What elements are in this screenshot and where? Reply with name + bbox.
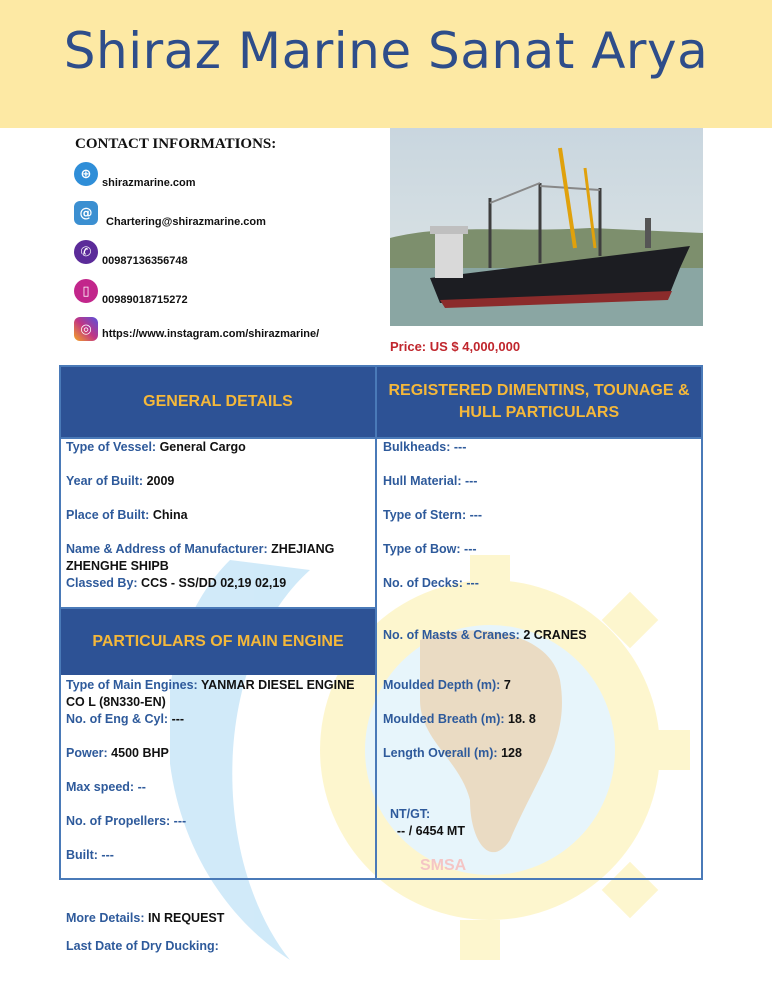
instagram-icon: ◎ — [74, 317, 98, 341]
label: No. of Masts & Cranes: — [383, 628, 520, 642]
label: No. of Propellers: — [66, 814, 171, 828]
contact-email[interactable] — [74, 201, 266, 228]
label: Classed By: — [66, 576, 138, 590]
contact-heading: CONTACT INFORMATIONS: — [75, 136, 277, 152]
label: Built: — [66, 848, 98, 862]
contact-phone-text[interactable]: 00987136356748 — [102, 255, 188, 267]
at-icon: @ — [74, 201, 98, 225]
dry-docking-row — [66, 939, 219, 953]
label: Type of Main Engines: — [66, 678, 198, 692]
row-power — [66, 745, 371, 762]
label: Length Overall (m): — [383, 746, 498, 760]
row-hull-material — [383, 473, 477, 490]
value: --- — [173, 814, 187, 828]
value: ZHEJIANG ZHENGHE SHIPB — [66, 542, 335, 573]
contact-website[interactable] — [74, 162, 196, 189]
value: -- / 6454 MT — [389, 824, 465, 838]
label: Type of Bow: — [383, 542, 461, 556]
row-stern — [383, 507, 482, 524]
label: Name & Address of Manufacturer: — [66, 542, 268, 556]
label: Power: — [66, 746, 108, 760]
value: 2 CRANES — [523, 628, 587, 642]
label: Hull Material: — [383, 474, 462, 488]
mobile-icon: ▯ — [74, 279, 98, 303]
label: NT/GT: — [389, 807, 431, 821]
value: --- — [464, 474, 478, 488]
contact-mobile[interactable] — [74, 279, 188, 306]
value: YANMAR DIESEL ENGINE CO L (8N330-EN) — [66, 678, 355, 709]
label: Max speed: — [66, 780, 135, 794]
row-masts-cranes — [383, 627, 587, 644]
price-text: Price: US $ 4,000,000 — [390, 339, 521, 354]
general-details-heading-text: GENERAL DETAILS — [143, 393, 293, 410]
value: --- — [466, 576, 479, 590]
contact-mobile-text[interactable]: 00989018715272 — [102, 294, 188, 306]
row-propellers — [66, 813, 371, 830]
label: Place of Built: — [66, 508, 150, 522]
value: 128 — [501, 746, 522, 760]
value: 2009 — [146, 474, 175, 488]
contact-website-text[interactable]: shirazmarine.com — [102, 177, 196, 189]
value: --- — [464, 542, 477, 556]
more-details-value: IN REQUEST — [147, 911, 225, 925]
row-bow — [383, 541, 477, 558]
row-moulded-breath — [383, 711, 536, 728]
contact-instagram[interactable] — [74, 317, 319, 341]
row-place-of-built — [66, 507, 371, 524]
row-decks — [383, 575, 479, 592]
registered-heading-line1: REGISTERED DIMENTINS, TOUNAGE & — [388, 382, 690, 399]
label: Type of Stern: — [383, 508, 467, 522]
label: Bulkheads: — [383, 440, 451, 454]
registered-heading-line2: HULL PARTICULARS — [458, 404, 620, 421]
label: Type of Vessel: — [66, 440, 157, 454]
value: --- — [171, 712, 185, 726]
engine-heading — [61, 609, 375, 675]
row-main-engines — [66, 677, 371, 711]
row-eng-cyl — [66, 711, 371, 728]
row-moulded-depth — [383, 677, 511, 694]
value: --- — [469, 508, 483, 522]
table-divider — [375, 365, 377, 880]
label: No. of Eng & Cyl: — [66, 712, 169, 726]
label: Year of Built: — [66, 474, 144, 488]
label: No. of Decks: — [383, 576, 463, 590]
engine-heading-text: PARTICULARS OF MAIN ENGINE — [92, 633, 344, 650]
value: China — [152, 508, 188, 522]
value: --- — [453, 440, 467, 454]
watermark-text: SMSA — [420, 857, 467, 874]
row-built — [66, 847, 371, 864]
contact-email-text[interactable]: Chartering@shirazmarine.com — [106, 216, 266, 228]
row-max-speed — [66, 779, 371, 796]
value: -- — [137, 780, 146, 794]
value: --- — [101, 848, 114, 862]
registered-heading — [377, 367, 701, 437]
value: General Cargo — [159, 440, 246, 454]
ship-photo — [390, 128, 703, 326]
globe-icon: ⊕ — [74, 162, 98, 186]
label: Moulded Breath (m): — [383, 712, 505, 726]
dry-docking-label: Last Date of Dry Ducking: — [66, 939, 219, 953]
row-classed-by — [66, 575, 371, 592]
value: 18. 8 — [508, 712, 536, 726]
value: 4500 BHP — [111, 746, 169, 760]
label: Moulded Depth (m): — [383, 678, 501, 692]
row-type-of-vessel — [66, 439, 371, 456]
value: CCS - SS/DD 02,19 02,19 — [141, 576, 287, 590]
row-length-overall — [383, 745, 522, 762]
row-year-of-built — [66, 473, 371, 490]
more-details-row — [66, 911, 224, 925]
more-details-label: More Details: — [66, 911, 145, 925]
contact-phone[interactable] — [74, 240, 188, 267]
row-manufacturer — [66, 541, 366, 575]
general-details-heading — [61, 367, 375, 437]
company-title: Shiraz Marine Sanat Arya — [63, 22, 709, 80]
phone-icon: ✆ — [74, 240, 98, 264]
value: 7 — [503, 678, 511, 692]
row-nt-gt — [383, 789, 465, 840]
row-bulkheads — [383, 439, 466, 456]
contact-instagram-text[interactable]: https://www.instagram.com/shirazmarine/ — [102, 328, 320, 340]
